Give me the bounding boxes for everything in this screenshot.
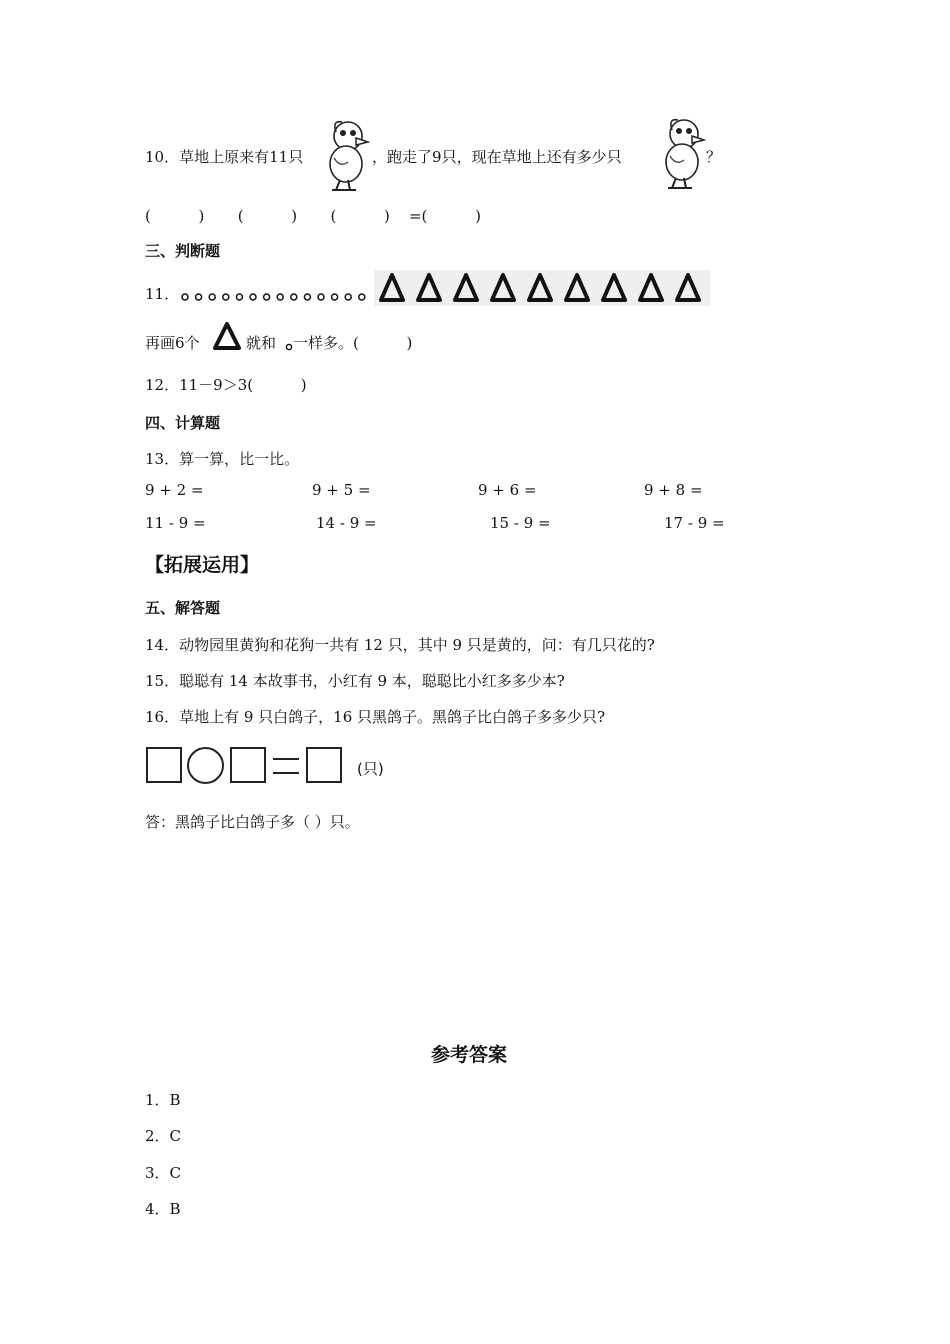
small-circle-mark [332,294,338,300]
small-circle-mark [277,294,283,300]
q10-text-start: 10．草地上原来有11只 [145,148,304,166]
small-circle-icon [285,343,293,351]
unit-label: (只) [357,760,384,778]
q11-statement-3[interactable]: 一样多。( ) [293,334,413,352]
q13-title: 13．算一算，比一比。 [145,450,300,468]
calc-item[interactable]: 9 + 2 = [145,481,204,499]
calc-item[interactable]: 9 + 5 = [312,481,371,499]
q10-question-mark: ？ [706,148,722,166]
triangle-mark [455,275,477,300]
q10-text-middle: ，跑走了9只，现在草地上还有多少只 [372,148,622,166]
calc-item[interactable]: 11 - 9 = [145,514,206,532]
triangle-mark [640,275,662,300]
chick-illustration-1 [326,116,370,192]
section-4-title: 四、计算题 [145,414,221,432]
answer-item: 3．C [145,1164,182,1182]
small-circle-mark [264,294,270,300]
triangle-mark [418,275,440,300]
calc-item[interactable]: 15 - 9 = [490,514,551,532]
small-circle-mark [291,294,297,300]
q11-number: 11． [145,285,180,303]
small-circle-mark [209,294,215,300]
calc-item[interactable]: 9 + 8 = [644,481,703,499]
answer-item: 1．B [145,1091,181,1109]
q16-answer-line[interactable]: 答：黑鸽子比白鸽子多（ ）只。 [145,813,360,831]
triangle-mark [677,275,699,300]
answer-item: 2．C [145,1127,182,1145]
answer-box-2[interactable] [230,747,266,783]
small-circle-mark [318,294,324,300]
small-circle-mark [223,294,229,300]
q11-statement: 再画6个 [145,334,200,352]
triangle-mark [492,275,514,300]
answer-box-1[interactable] [146,747,182,783]
q14-text: 14．动物园里黄狗和花狗一共有 12 只，其中 9 只是黄的，问：有几只花的? [145,636,655,654]
equals-sign-icon [273,758,299,774]
q11-triangle-row [374,270,710,306]
q10-answer-row[interactable]: ( ) ( ) ( ) =( ) [145,207,481,225]
answer-box-3[interactable] [306,747,342,783]
q11-statement-2: 就和 [246,334,277,352]
small-circle-mark [182,294,188,300]
calc-item[interactable]: 17 - 9 = [664,514,725,532]
q11-circle-row [180,292,376,302]
small-circle-mark [250,294,256,300]
answers-title: 参考答案 [431,1044,508,1066]
operator-circle[interactable] [187,747,224,784]
triangle-mark [381,275,403,300]
calc-item[interactable]: 14 - 9 = [316,514,377,532]
small-circle-mark [236,294,242,300]
triangle-mark [529,275,551,300]
extension-heading: 【拓展运用】 [145,554,260,576]
small-circle-mark [359,294,365,300]
small-circle-mark [304,294,310,300]
answer-item: 4．B [145,1200,181,1218]
small-circle-mark [196,294,202,300]
small-circle-mark [345,294,351,300]
triangle-mark [603,275,625,300]
q16-text: 16．草地上有 9 只白鸽子，16 只黑鸽子。黑鸽子比白鸽子多多少只? [145,708,606,726]
q12-text[interactable]: 12．11－9＞3( ) [145,376,307,394]
q15-text: 15．聪聪有 14 本故事书，小红有 9 本，聪聪比小红多多少本? [145,672,565,690]
section-5-title: 五、解答题 [145,599,221,617]
triangle-icon [212,320,242,352]
calc-item[interactable]: 9 + 6 = [478,481,537,499]
chick-illustration-2 [662,114,706,190]
section-3-title: 三、判断题 [145,242,221,260]
triangle-mark [566,275,588,300]
